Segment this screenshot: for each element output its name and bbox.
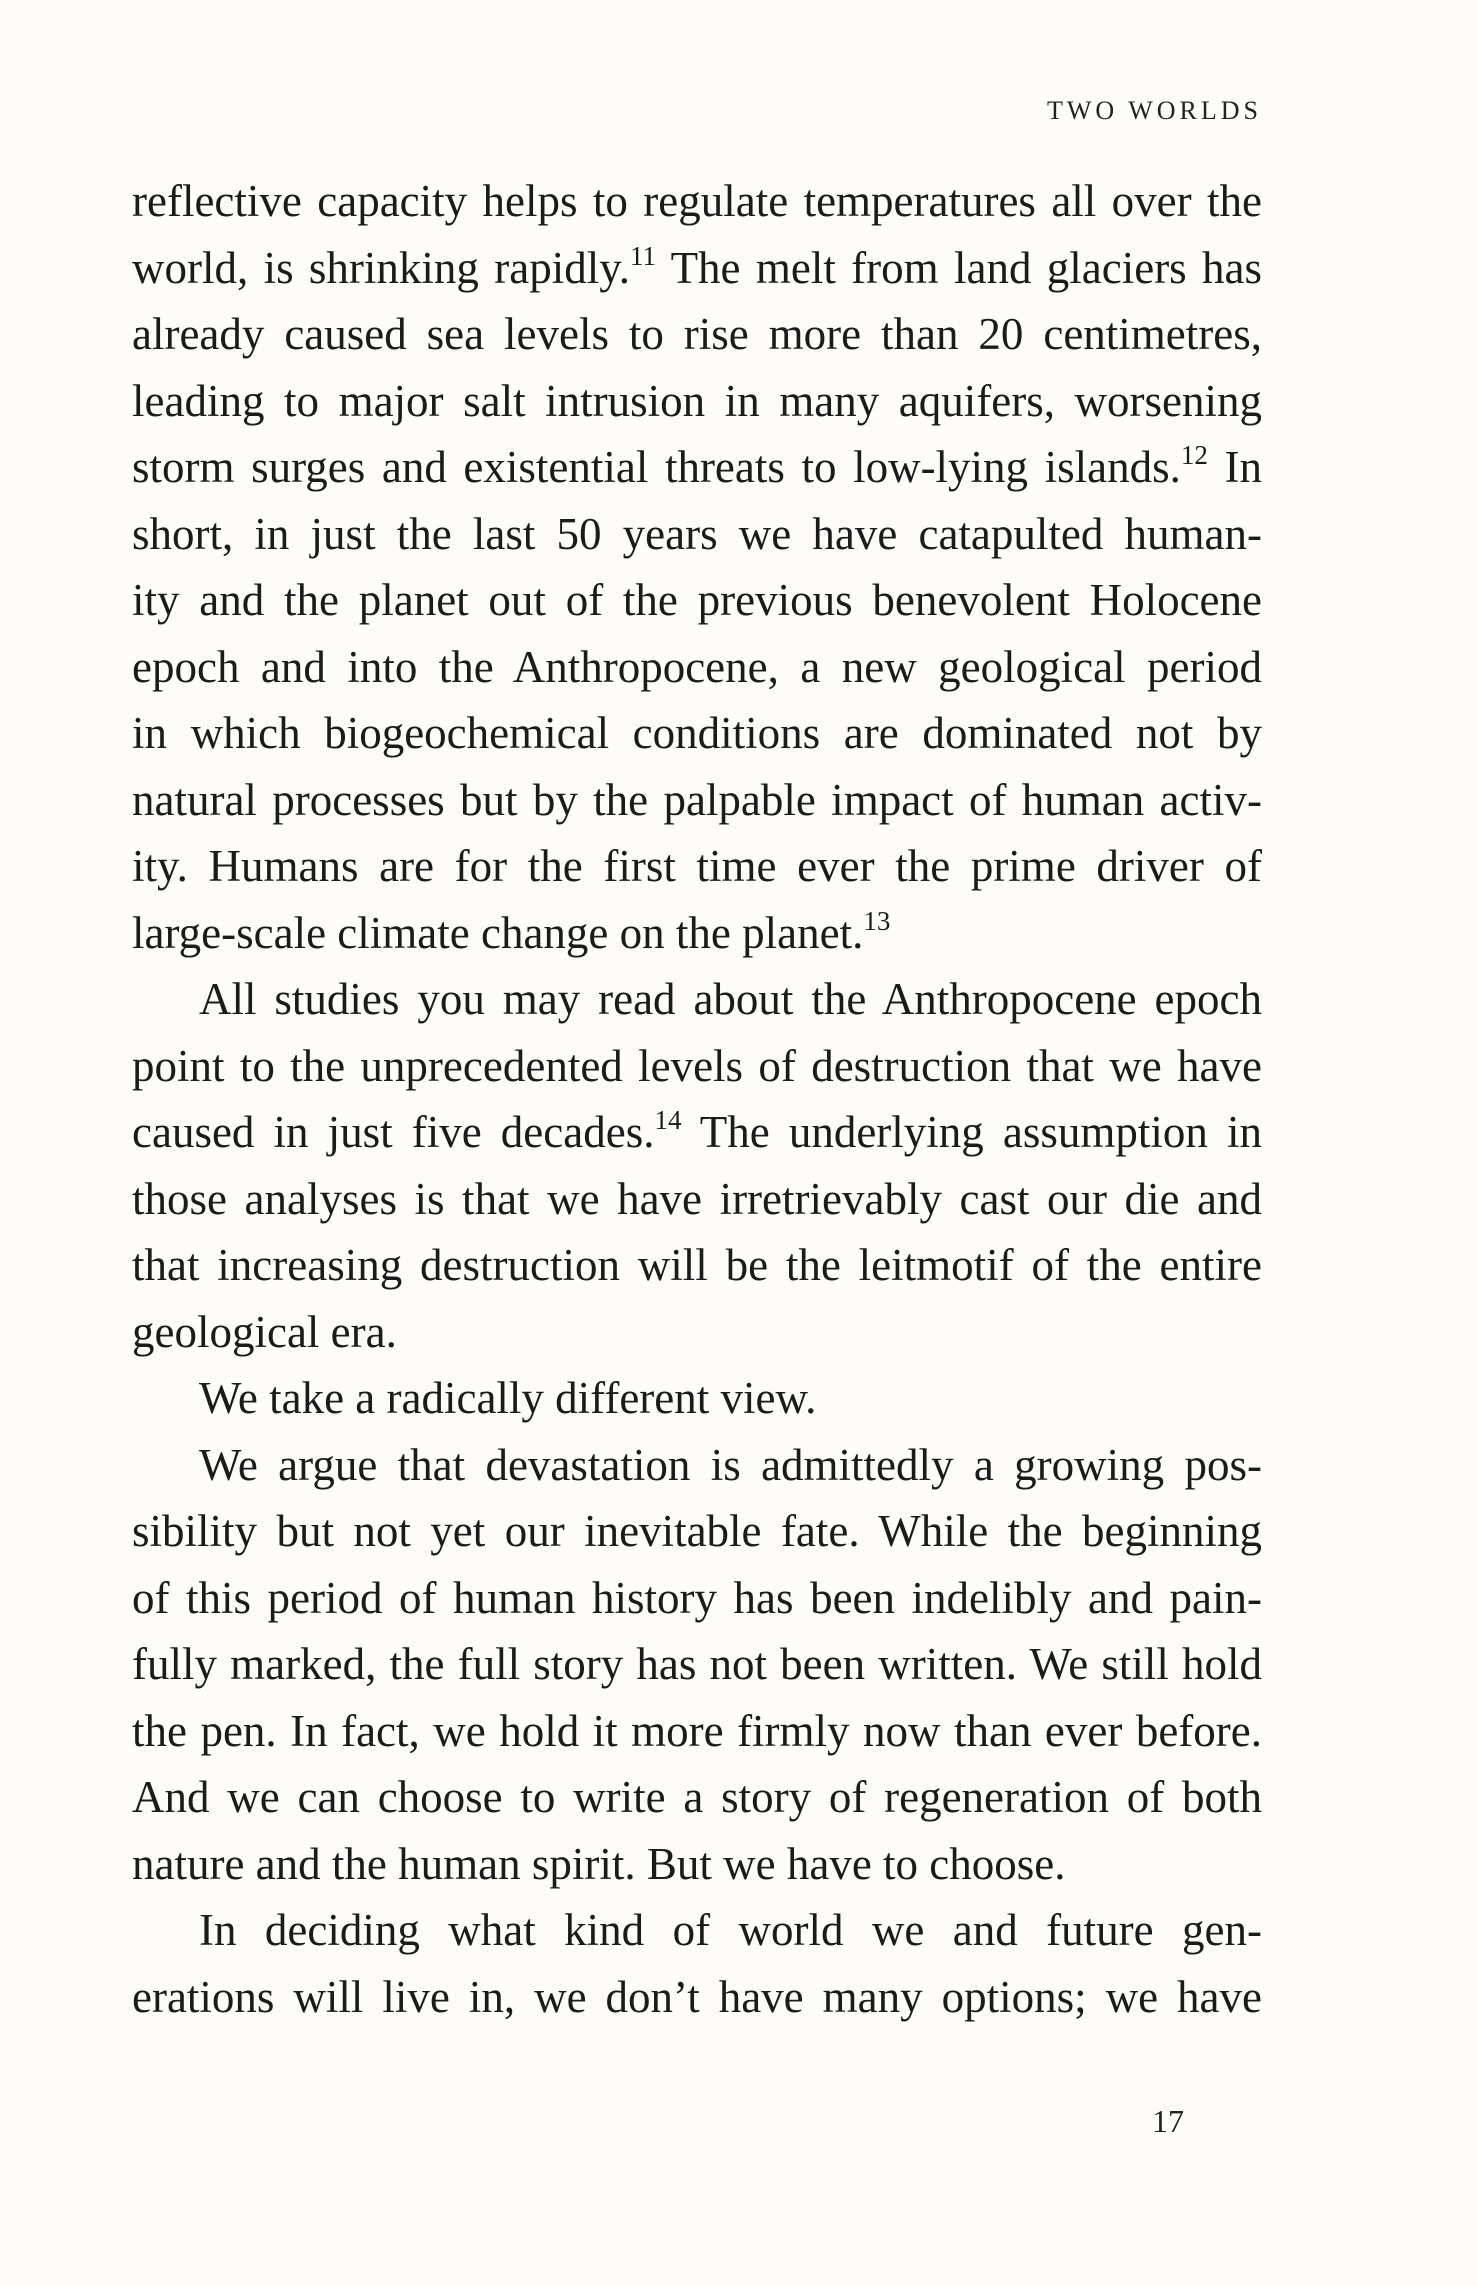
text-line: leading to major salt intrusion in many aquifers, worsening bbox=[132, 375, 1262, 426]
text-line: short, in just the last 50 years we have catapulted human- bbox=[132, 508, 1262, 559]
text-line: epoch and into the Anthropocene, a new geological period bbox=[132, 641, 1262, 692]
text-line: And we can choose to write a story of regeneration of both bbox=[132, 1772, 1262, 1822]
text-line: large-scale climate change on the planet.$^{13}$ bbox=[132, 905, 891, 958]
footnote-ref: 14 bbox=[654, 1105, 682, 1135]
text-line: erations will live in, we don’t have many options; we have bbox=[132, 1971, 1262, 2022]
text-line: geological era. bbox=[132, 1306, 397, 1357]
paragraph bbox=[132, 966, 1262, 1365]
text-line: We take a radically different view. bbox=[199, 1373, 817, 1423]
text-line: sibility but not yet our inevitable fate. While the beginning bbox=[132, 1506, 1262, 1556]
text-line: ity. Humans are for the first time ever the prime driver of bbox=[132, 841, 1262, 891]
text-line: in which biogeochemical conditions are dominated not by bbox=[132, 708, 1262, 758]
footnote-ref: 12 bbox=[1180, 440, 1208, 470]
paragraph bbox=[132, 1897, 1262, 2030]
text-line: already caused sea levels to rise more than 20 centimetres, bbox=[132, 309, 1262, 359]
text-line: world, is shrinking rapidly.$^{11}$ The melt from land glaciers has bbox=[132, 240, 1263, 293]
text-line: ity and the planet out of the previous benevolent Holocene bbox=[132, 575, 1262, 625]
text-line: of this period of human history has been indelibly and pain- bbox=[132, 1572, 1262, 1623]
text-line: caused in just five decades.$^{14}$ The underlying assumption in bbox=[132, 1105, 1262, 1157]
page-body bbox=[132, 168, 1262, 2030]
text-line: In deciding what kind of world we and future gen- bbox=[199, 1905, 1262, 1955]
text-line: reflective capacity helps to regulate temperatures all over the bbox=[132, 176, 1262, 226]
page-number: 17 bbox=[1152, 2103, 1184, 2139]
text-line: All studies you may read about the Anthropocene epoch bbox=[199, 974, 1262, 1024]
paragraph bbox=[132, 1432, 1262, 1898]
text-line: We argue that devastation is admittedly a growing pos- bbox=[199, 1439, 1262, 1490]
text-line: storm surges and existential threats to low-lying islands.$^{12}$ In bbox=[132, 440, 1262, 492]
footnote-ref: 11 bbox=[630, 240, 657, 271]
paragraph bbox=[132, 168, 1262, 966]
text-line: the pen. In fact, we hold it more firmly now than ever before. bbox=[132, 1705, 1262, 1756]
text-line: fully marked, the full story has not been written. We still hold bbox=[132, 1639, 1262, 1689]
text-line: that increasing destruction will be the leitmotif of the entire bbox=[132, 1240, 1262, 1290]
running-head: TWO WORLDS bbox=[1046, 96, 1262, 125]
footnote-ref: 13 bbox=[863, 905, 891, 936]
text-line: natural processes but by the palpable impact of human activ- bbox=[132, 774, 1262, 825]
text-line: those analyses is that we have irretrievably cast our die and bbox=[132, 1173, 1262, 1224]
text-line: point to the unprecedented levels of destruction that we have bbox=[132, 1040, 1262, 1091]
paragraph bbox=[132, 1365, 1262, 1432]
text-line: nature and the human spirit. But we have to choose. bbox=[132, 1838, 1066, 1889]
